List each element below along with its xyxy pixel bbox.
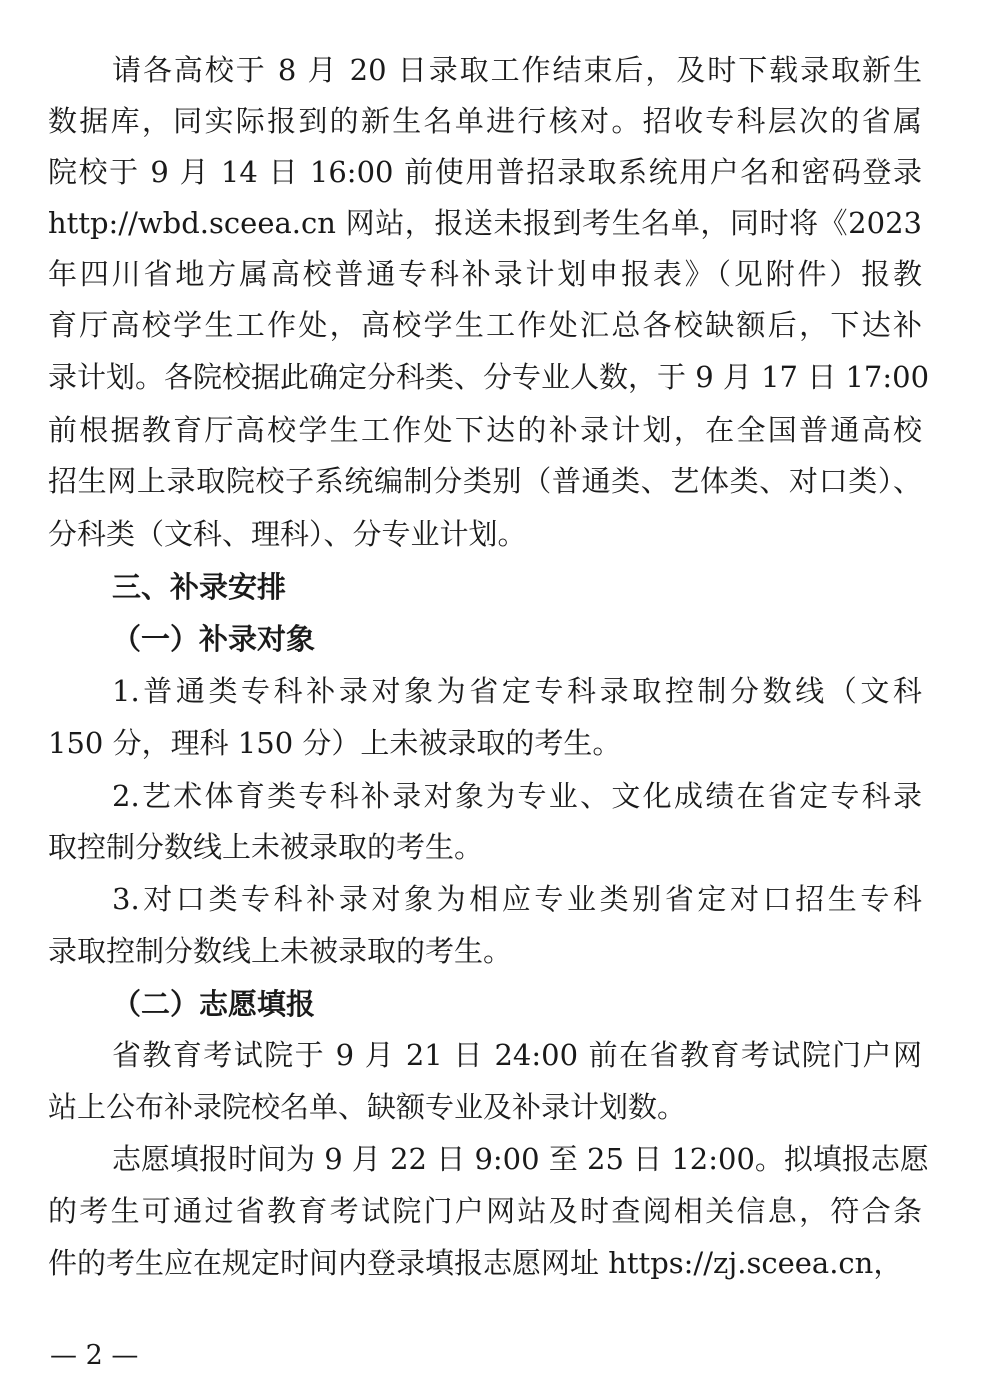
text-line: 3.对口类专科补录对象为相应专业类别省定对口招生专科 [112,882,922,916]
subsection-heading: （二）志愿填报 [112,987,316,1021]
text-line: 数据库，同实际报到的新生名单进行核对。招收专科层次的省属 [48,104,922,138]
section-heading: 三、补录安排 [112,570,287,604]
text-line: 取控制分数线上未被录取的考生。 [48,830,484,864]
text-line: 年四川省地方属高校普通专科补录计划申报表》（见附件）报教 [48,257,922,291]
text-line: 育厅高校学生工作处，高校学生工作处汇总各校缺额后，下达补 [48,308,922,342]
text-line: http://wbd.sceea.cn 网站，报送未报到考生名单，同时将《2023 [48,206,922,240]
text-line: 分科类（文科、理科）、分专业计划。 [48,517,527,551]
page-number: — 2 — [50,1340,139,1371]
text-line: 省教育考试院于 9 月 21 日 24:00 前在省教育考试院门户网 [112,1038,922,1072]
text-line: 150 分，理科 150 分）上未被录取的考生。 [48,726,622,760]
text-line: 志愿填报时间为 9 月 22 日 9:00 至 25 日 12:00。拟填报志愿 [112,1142,929,1176]
text-line: 请各高校于 8 月 20 日录取工作结束后，及时下载录取新生 [112,53,922,87]
text-line: 前根据教育厅高校学生工作处下达的补录计划，在全国普通高校 [48,413,922,447]
text-line: 的考生可通过省教育考试院门户网站及时查阅相关信息，符合条 [48,1194,922,1228]
text-line: 站上公布补录院校名单、缺额专业及补录计划数。 [48,1090,687,1124]
subsection-heading: （一）补录对象 [112,622,316,656]
text-line: 2.艺术体育类专科补录对象为专业、文化成绩在省定专科录 [112,779,922,813]
text-line: 招生网上录取院校子系统编制分类别（普通类、艺体类、对口类）、 [48,464,922,498]
text-line: 1.普通类专科补录对象为省定专科录取控制分数线（文科 [112,674,922,708]
text-line: 录取控制分数线上未被录取的考生。 [48,934,513,968]
text-line: 院校于 9 月 14 日 16:00 前使用普招录取系统用户名和密码登录 [48,155,922,189]
text-line: 录计划。各院校据此确定分科类、分专业人数，于 9 月 17 日 17:00 [48,360,930,394]
text-line: 件的考生应在规定时间内登录填报志愿网址 https://zj.sceea.cn， [48,1246,903,1280]
